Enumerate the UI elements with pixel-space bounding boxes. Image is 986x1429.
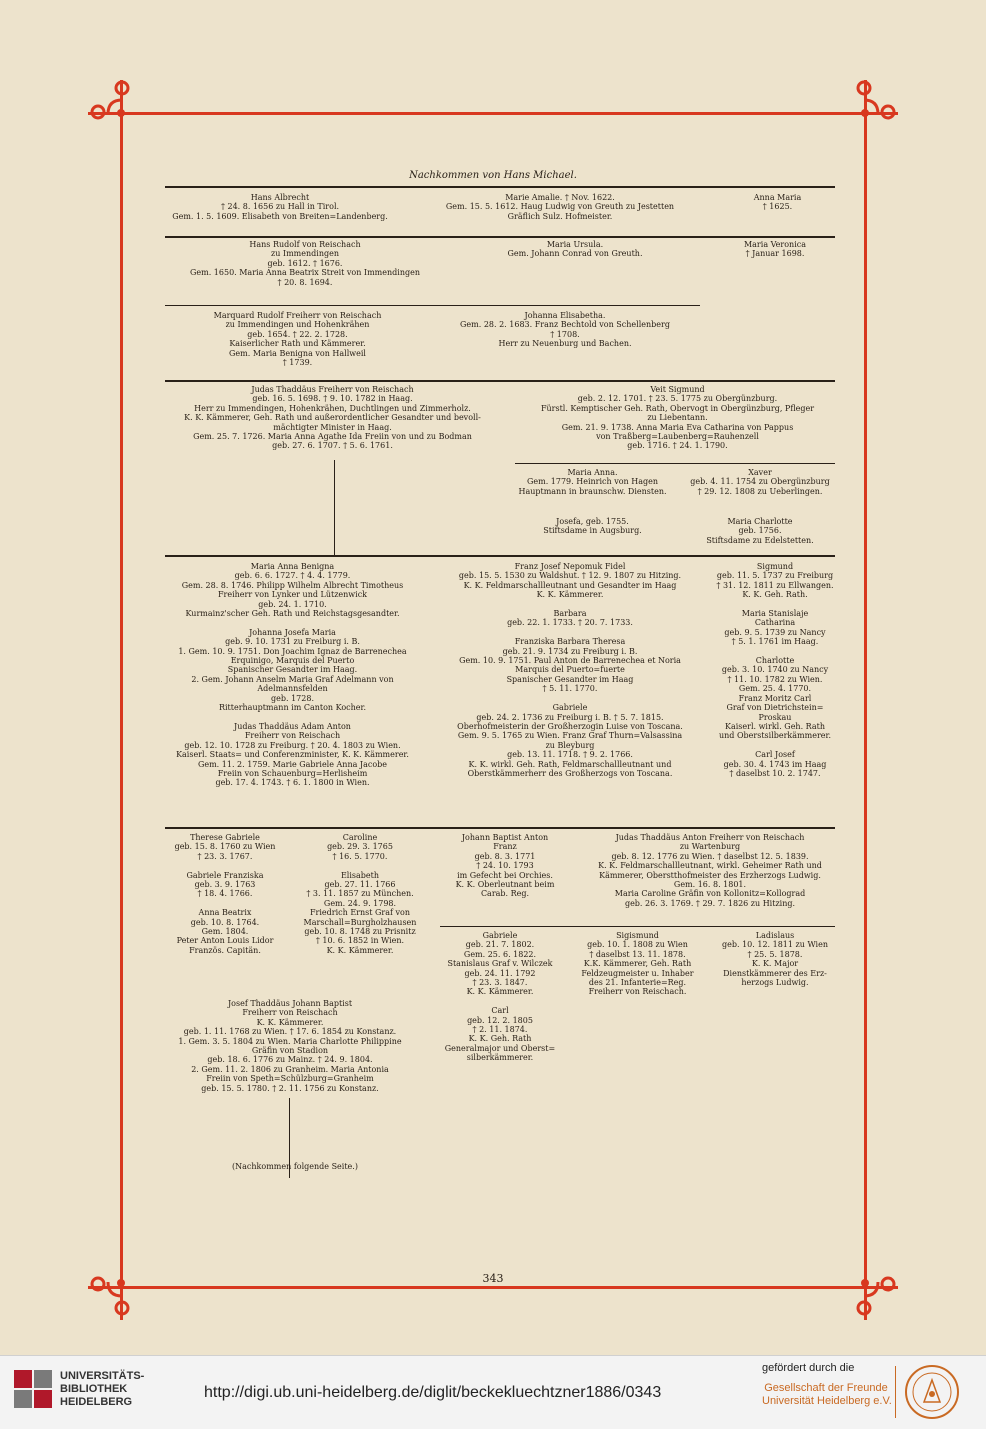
generation-rule — [165, 236, 835, 238]
frame-left-line — [120, 80, 123, 1320]
entry-judas-thaddaeus-1776: Judas Thaddäus Anton Freiherr von Reischach zu Wartenburg geb. 8. 12. 1776 zu Wien. † daselbst 12. 5. 1839. K. K. Feldmarschallleutnant, wirkl. Geheimer Rath und Kämmerer, Oberstthofmeister des Erzherzogs Ludwig. Gem. 16. 8. 1801. Maria Caroline Gräfin von Kollonitz=Kollograd geb. 26. 3. 1769. † 29. 7. 1826 zu Hitzing. — [598, 833, 822, 908]
entry-anna-maria: Anna Maria † 1625. — [753, 193, 802, 212]
sponsor-label: gefördert durch die — [762, 1362, 855, 1374]
entry-xaver: Xaver geb. 4. 11. 1754 zu Obergünzburg † 29. 12. 1808 zu Ueberlingen. — [690, 468, 830, 496]
entry-maria-ursula: Maria Ursula. Gem. Johann Conrad von Greuth. — [507, 240, 643, 259]
column-franz-josef: Franz Josef Nepomuk Fidel geb. 15. 5. 1530 zu Waldshut. † 12. 9. 1807 zu Hitzing. K. K. Feldmarschallleutnant und Gesandter im Haag K. K. Kämmerer. Barbara geb. 22. 1. 1733. † 20. 7. 1733. Franziska Barbara Theresa geb. 21. 9. 1734 zu Freiburg i. B. Gem. 10. 9. 1751. Paul Anton de Barrenechea et Noria Marquis del Puerto=fuerte Spanischer Gesandter im Haag † 5. 11. 1770. Gabriele geb. 24. 2. 1736 zu Freiburg i. B. † 5. 7. 1815. Oberhofmeisterin der Großherzogin Luise von Toscana. Gem. 9. 5. 1765 zu Wien. Franz Graf Thurn=Valsassina zu Bleyburg geb. 13. 11. 1718. † 9. 2. 1766. K. K. wirkl. Geh. Rath, Feldmarschallleutnant und Oberstkämmerherr des Großherzogs von Toscana. — [457, 562, 683, 778]
entry-maria-charlotte: Maria Charlotte geb. 1756. Stiftsdame zu Edelstetten. — [706, 517, 814, 545]
generation-rule — [165, 555, 835, 557]
lineage-connector — [334, 460, 335, 555]
entry-johann-baptist: Johann Baptist Anton Franz geb. 8. 3. 1771 † 24. 10. 1793 im Gefecht bei Orchies. K. K. Oberleutnant beim Carab. Reg. — [455, 833, 555, 899]
entry-josef-thaddaeus: Josef Thaddäus Johann Baptist Freiherr von Reischach K. K. Kämmerer. geb. 1. 11. 1768 zu Wien. † 17. 6. 1854 zu Konstanz. 1. Gem. 3. 5. 1804 zu Wien. Maria Charlotte Philippine Gräfin von Stadion geb. 18. 6. 1776 zu Mainz. † 24. 9. 1804. 2. Gem. 11. 2. 1806 zu Granheim. Maria Antonia Freiin von Speth=Schülzburg=Granheim geb. 15. 5. 1780. † 2. 11. 1756 zu Konstanz. — [178, 999, 402, 1093]
entry-johanna-elisabetha: Johanna Elisabetha. Gem. 28. 2. 1683. Franz Bechtold von Schellenberg † 1708. Herr zu Neuenburg und Bachen. — [460, 311, 670, 349]
page-number: 343 — [482, 1272, 504, 1285]
entry-maria-veronica: Maria Veronica † Januar 1698. — [743, 240, 807, 259]
branch-rule — [515, 463, 835, 464]
column-sigmund: Sigmund geb. 11. 5. 1737 zu Freiburg † 31. 12. 1811 zu Ellwangen. K. K. Geh. Rath. Maria Stanislaje Catharina geb. 9. 5. 1739 zu Nancy † 5. 1. 1761 im Haag. Charlotte geb. 3. 10. 1740 zu Nancy † 11. 10. 1782 zu Wien. Gem. 25. 4. 1770. Franz Moritz Carl Graf von Dietrichstein= Proskau Kaiserl. wirkl. Geh. Rath und Oberstsilberkämmerer. Carl Josef geb. 30. 4. 1743 im Haag † daselbst 10. 2. 1747. — [716, 562, 834, 778]
society-name[interactable]: Gesellschaft der Freunde Universität Heidelberg e.V. — [762, 1382, 892, 1407]
generation-rule — [165, 305, 700, 306]
column-therese-gabriele: Therese Gabriele geb. 15. 8. 1760 zu Wien † 23. 3. 1767. Gabriele Franziska geb. 3. 9. 1763 † 18. 4. 1766. Anna Beatrix geb. 10. 8. 1764. Gem. 1804. Peter Anton Louis Lidor Französ. Capitän. — [174, 833, 276, 955]
entry-judas-thaddaeus-1698: Judas Thaddäus Freiherr von Reischach geb. 16. 5. 1698. † 9. 10. 1782 in Haag. Herr zu Immendingen, Hohenkrähen, Duchtlingen und Zimmerholz. K. K. Kämmerer, Geh. Rath und außerordentlicher Gesandter und bevoll- mächtigter Minister in Haag. Gem. 25. 7. 1726. Maria Anna Agathe Ida Freiin von und zu Bodman geb. 27. 6. 1707. † 5. 6. 1761. — [184, 385, 481, 451]
permalink-url[interactable]: http://digi.ub.uni-heidelberg.de/diglit/beckekluechtzner1886/0343 — [204, 1384, 662, 1401]
entry-hans-albrecht: Hans Albrecht † 24. 8. 1656 zu Hall in Tirol. Gem. 1. 5. 1609. Elisabeth von Breiten=Landenberg. — [172, 193, 388, 221]
university-seal-icon — [904, 1364, 960, 1420]
generation-rule — [165, 186, 835, 188]
column-gabriele-carl: Gabriele geb. 21. 7. 1802. Gem. 25. 6. 1822. Stanislaus Graf v. Wilczek geb. 24. 11. 1792 † 23. 3. 1847. K. K. Kämmerer. Carl geb. 12. 2. 1805 † 2. 11. 1874. K. K. Geh. Rath Generalmajor und Oberst= silberkämmerer. — [444, 931, 556, 1063]
column-caroline: Caroline geb. 29. 3. 1765 † 16. 5. 1770. Elisabeth geb. 27. 11. 1766 † 3. 11. 1857 zu München. Gem. 24. 9. 1798. Friedrich Ernst Graf von Marschall=Burgholzhausen geb. 10. 8. 1748 zu Prisnitz † 10. 6. 1852 in Wien. K. K. Kämmerer. — [303, 833, 417, 955]
corner-ornament-top-right — [846, 70, 906, 130]
footer-divider — [895, 1366, 896, 1418]
entry-josefa: Josefa, geb. 1755. Stiftsdame in Augsburg. — [543, 517, 642, 536]
entry-ladislaus: Ladislaus geb. 10. 12. 1811 zu Wien † 25. 5. 1878. K. K. Major Dienstkämmerer des Erz- herzogs Ludwig. — [722, 931, 828, 988]
entry-maria-anna-1779: Maria Anna. Gem. 1779. Heinrich von Hagen Hauptmann in braunschw. Diensten. — [518, 468, 667, 496]
viewer-footer — [0, 1355, 986, 1429]
frame-bottom-line — [88, 1286, 898, 1289]
library-name: UNIVERSITÄTS- BIBLIOTHEK HEIDELBERG — [60, 1370, 145, 1408]
continuation-note: (Nachkommen folgende Seite.) — [232, 1162, 358, 1171]
generation-rule — [165, 827, 835, 829]
corner-ornament-top-left — [80, 70, 140, 130]
column-maria-anna-benigna: Maria Anna Benigna geb. 6. 6. 1727. † 4. 4. 1779. Gem. 28. 8. 1746. Philipp Wilhelm Albrecht Timotheus Freiherr von Lynker und Lützenwick geb. 24. 1. 1710. Kurmainz'scher Geh. Rath und Reichstagsgesandter. Johanna Josefa Maria geb. 9. 10. 1731 zu Freiburg i. B. 1. Gem. 10. 9. 1751. Don Joachim Ignaz de Barrenechea Erquinigo, Marquis del Puerto Spanischer Gesandter im Haag. 2. Gem. Johann Anselm Maria Graf Adelmann von Adelmannsfelden geb. 1728. Ritterhauptmann im Canton Kocher. Judas Thaddäus Adam Anton Freiherr von Reischach geb. 12. 10. 1728 zu Freiburg. † 20. 4. 1803 zu Wien. Kaiserl. Staats= und Conferenzminister, K. K. Kämmerer. Gem. 11. 2. 1759. Marie Gabriele Anna Jacobe Freiin von Schauenburg=Herlisheim geb. 17. 4. 1743. † 6. 1. 1800 in Wien. — [176, 562, 409, 788]
frame-top-line — [88, 112, 898, 115]
university-library-logo-icon — [12, 1368, 54, 1410]
entry-veit-sigmund: Veit Sigmund geb. 2. 12. 1701. † 23. 5. 1775 zu Obergünzburg. Fürstl. Kemptischer Geh. Rath, Obervogt in Obergünzburg, Pfleger zu Liebentann. Gem. 21. 9. 1738. Anna Maria Eva Catharina von Pappus von Traßberg=Laubenberg=Rauhenzell geb. 1716. † 24. 1. 1790. — [540, 385, 815, 451]
entry-marquard-rudolf: Marquard Rudolf Freiherr von Reischach zu Immendingen und Hohenkrähen geb. 1654. † 22. 2. 1728. Kaiserlicher Rath und Kämmerer. Gem. Maria Benigna von Hallweil † 1739. — [213, 311, 382, 368]
entry-hans-rudolf: Hans Rudolf von Reischach zu Immendingen geb. 1612. † 1676. Gem. 1650. Maria Anna Beatrix Streit von Immendingen † 20. 8. 1694. — [190, 240, 420, 287]
frame-right-line — [864, 80, 867, 1320]
page-heading: Nachkommen von Hans Michael. — [409, 170, 577, 181]
entry-sigismund: Sigismund geb. 10. 1. 1808 zu Wien † daselbst 13. 11. 1878. K.K. Kämmerer, Geh. Rath Feldzeugmeister u. Inhaber des 21. Infanterie=Reg. Freiherr von Reischach. — [581, 931, 694, 997]
generation-rule — [165, 380, 835, 382]
entry-marie-amalie: Marie Amalie. † Nov. 1622. Gem. 15. 5. 1612. Haug Ludwig von Greuth zu Jestetten Gräflich Sulz. Hofmeister. — [445, 193, 675, 221]
branch-rule — [440, 926, 835, 927]
